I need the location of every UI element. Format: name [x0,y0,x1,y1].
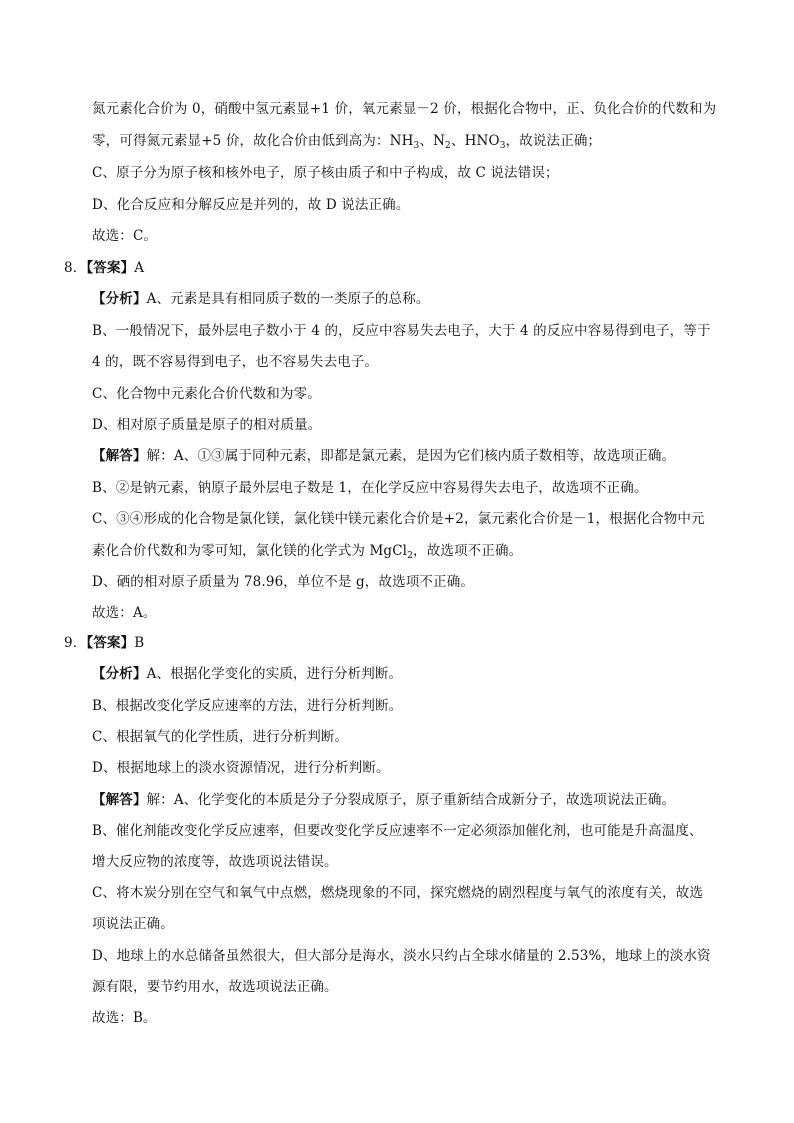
q9-analysis-b: B、根据改变化学反应速率的方法，进行分析判断。 [92,698,403,714]
q9-analysis-c: C、根据氧气的化学性质，进行分析判断。 [92,729,349,745]
q9-analysis-d: D、根据地球上的淡水资源情况，进行分析判断。 [92,760,390,776]
q9-solution-c-cont: 项说法正确。 [92,916,174,932]
q7-choice: 故选：C。 [92,228,158,244]
q7-option-c: C、原子分为原子核和核外电子，原子核由质子和中子构成，故 C 说法错误； [92,165,559,181]
q8-solution-c-cont: 素化合价代数和为零可知，氯化镁的化学式为 MgCl$_2$，故选项不正确。 [92,543,523,561]
q9-analysis-a: 【分析】A、根据化学变化的实质，进行分析判断。 [92,666,403,682]
q8-analysis-a: 【分析】A、元素是具有相同质子数的一类原子的总称。 [92,291,430,307]
q9-solution-c: C、将木炭分别在空气和氧气中点燃，燃烧现象的不同，探究燃烧的剧烈程度与氧气的浓度有关，故选 [92,885,704,901]
q9-choice: 故选：B。 [92,1010,157,1026]
q8-solution-c: C、③④形成的化合物是氯化镁，氯化镁中镁元素化合价是+2，氯元素化合价是－1，根据化合物中元 [92,511,705,527]
solution-tag: 【解答】 [92,792,147,808]
q9-solution-b-cont: 增大反应物的浓度等，故选项说法错误。 [92,854,338,870]
q7-continuation-line-1: 氮元素化合价为 0，硝酸中氢元素显+1 价，氧元素显－2 价，根据化合物中，正、负化合价的代数和为 [92,101,717,117]
analysis-tag: 【分析】 [92,291,147,307]
q8-solution-a: 【解答】解：A、①③属于同种元素，即都是氯元素，是因为它们核内质子数相等，故选项正确。 [92,448,676,464]
q7-option-d: D、化合反应和分解反应是并列的，故 D 说法正确。 [92,197,410,213]
q8-choice: 故选：A。 [92,605,157,621]
q9-solution-a: 【解答】解：A、化学变化的本质是分子分裂成原子，原子重新结合成新分子，故选项说法正确。 [92,792,676,808]
q8-analysis-d: D、相对原子质量是原子的相对质量。 [92,417,322,433]
q9-solution-d: D、地球上的水总储备虽然很大，但大部分是海水，淡水只约占全球水储量的 2.53%，地球上的淡水资 [92,948,711,964]
analysis-tag: 【分析】 [92,666,147,682]
q8-analysis-b-cont: 4 的，既不容易得到电子，也不容易失去电子。 [92,354,379,370]
q8-solution-d: D、硒的相对原子质量为 78.96，单位不是 g，故选项不正确。 [92,574,474,590]
answer-tag: 【答案】 [86,260,135,276]
q9-answer-line: 9．【答案】B [64,635,145,651]
q9-solution-b: B、催化剂能改变化学反应速率，但要改变化学反应速率不一定必须添加催化剂，也可能是升高温度、 [92,823,703,839]
solution-tag: 【解答】 [92,448,147,464]
q8-answer-line: 8．【答案】A [64,260,145,276]
q8-solution-b: B、②是钠元素，钠原子最外层电子数是 1，在化学反应中容易得失去电子，故选项不正确。 [92,480,648,496]
q8-analysis-b: B、一般情况下，最外层电子数小于 4 的，反应中容易失去电子，大于 4 的反应中容易得到电子，等于 [92,323,711,339]
q7-continuation-line-2: 零，可得氮元素显+5 价，故化合价由低到高为：$NH_3$、$N_2$、$HNO_3$，故说法正确； [92,133,602,151]
q8-analysis-c: C、化合物中元素化合价代数和为零。 [92,386,321,402]
answer-tag: 【答案】 [86,635,135,651]
q9-solution-d-cont: 源有限，要节约用水，故选项说法正确。 [92,979,338,995]
